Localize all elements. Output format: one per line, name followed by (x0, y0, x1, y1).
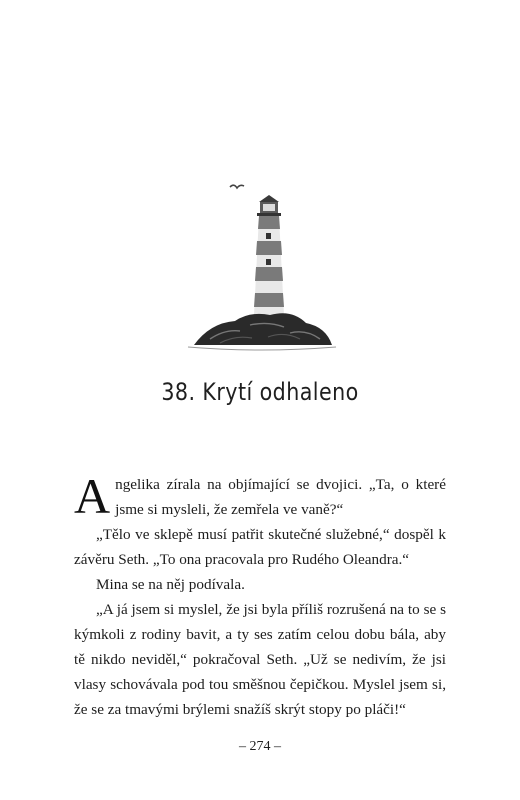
page-number: – 274 – (239, 739, 281, 754)
seagull-icon (230, 185, 244, 188)
lighthouse-illustration (180, 175, 340, 360)
chapter-title: 38. Krytí odhaleno (161, 378, 359, 406)
drop-cap: A (74, 468, 111, 524)
paragraph-4: „A já jsem si myslel, že jsi byla příliš rozrušená na to se s kýmkoli z rodiny bavit, a ty ses zatím celou dobu bála, aby tě nikdo neviděl,“ pokračoval Seth. „Už se nedivím, že jsi vlasy schovávala pod tou směšnou čepičkou. Myslel jsem si, že se za tmavými brýlemi snažíš skrýt stopy po pláči!“ (74, 601, 446, 718)
body-text (74, 468, 446, 722)
paragraph-2: „Tělo ve sklepě musí patřit skutečné služebné,“ dospěl k závěru Seth. „To ona pracovala pro Rudého Oleandra.“ (74, 526, 446, 568)
paragraph-1 (74, 468, 446, 524)
paragraph-1-text: ngelika zírala na objímající se dvojici. „Ta, o které jsme si mysleli, že zemřela ve vaně?“ (115, 476, 446, 518)
paragraph-3: Mina se na něj podívala. (96, 576, 245, 593)
